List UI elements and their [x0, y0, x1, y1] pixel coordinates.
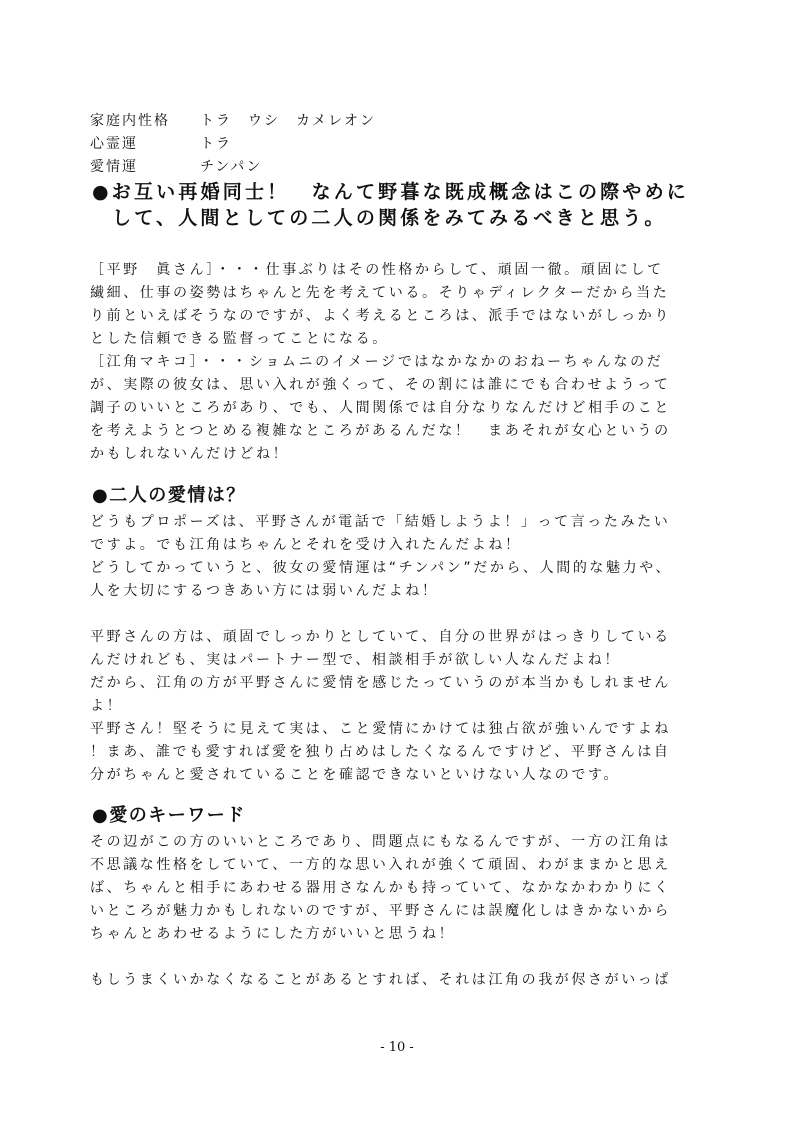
section-heading-love: ●二人の愛情は？ — [92, 485, 246, 506]
paragraph-line: を考えようとつとめる複雑なところがあるんだな！ まあそれが女心というの — [90, 423, 671, 439]
paragraph-line: 繊細、仕事の姿勢はちゃんと先を考えている。そりゃディレクターだから当た — [90, 285, 670, 301]
paragraph-line: り前といえばそうなのですが、よく考えるところは、派手ではないがしっかり — [90, 308, 671, 324]
paragraph-line: ［江角マキコ］・・・ショムニのイメージではなかなかのおねーちゃんなのだ — [90, 354, 664, 370]
section-heading-keyword: ●愛のキーワード — [92, 805, 246, 826]
paragraph-line: よ！ — [90, 698, 124, 714]
paragraph-line: 人を大切にするつきあい方には弱いんだよね！ — [90, 583, 439, 599]
paragraph-line: んだけれども、実はパートナー型で、相談相手が欲しい人なんだよね！ — [90, 652, 621, 668]
paragraph-line: 分がちゃんと愛されていることを確認できないといけない人なのです。 — [90, 767, 621, 783]
attribute-value: トラ — [200, 136, 232, 152]
paragraph-line: どうもプロポーズは、平野さんが電話で「結婚しようよ！」って言ったみたい — [90, 514, 671, 530]
page-number: - 10 - — [380, 1040, 414, 1055]
paragraph-line: もしうまくいかなくなることがあるとすれば、それは江角の我が侭さがいっぱ — [90, 972, 671, 988]
paragraph-line: とした信頼できる監督ってことになる。 — [90, 331, 389, 347]
paragraph-line: かもしれないんだけどね！ — [90, 446, 290, 462]
attribute-label: 心霊運 — [90, 136, 138, 152]
paragraph-line: ですよ。でも江角はちゃんとそれを受け入れたんだよね！ — [90, 537, 522, 553]
attribute-row-love — [90, 158, 262, 176]
paragraph-line: だから、江角の方が平野さんに愛情を感じたっていうのが本当かもしれません — [90, 675, 671, 691]
paragraph-line: 平野さん！堅そうに見えて実は、こと愛情にかけては独占欲が強いんですよね — [90, 721, 671, 737]
paragraph-line: どうしてかっていうと、彼女の愛情運は“チンパン”だから、人間的な魅力や、 — [90, 560, 673, 576]
headline-line-2: して、人間としての二人の関係をみてみるべきと思う。 — [112, 207, 667, 229]
headline-line-1: ●お互い再婚同士！ なんて野暮な既成概念はこの際やめに — [92, 181, 689, 203]
paragraph-line: 不思議な性格をしていて、一方的な思い入れが強くて頑固、わがままかと思え — [90, 857, 671, 873]
paragraph-line: いところが魅力かもしれないのですが、平野さんには誤魔化しはきかないから — [90, 903, 671, 919]
attribute-row-spirit — [90, 135, 232, 153]
paragraph-line: 平野さんの方は、頑固でしっかりとしていて、自分の世界がはっきりしている — [90, 629, 671, 645]
paragraph-line: ば、ちゃんと相手にあわせる器用さなんかも持っていて、なかなかわかりにく — [90, 880, 671, 896]
paragraph-line: その辺がこの方のいいところであり、問題点にもなるんですが、一方の江角は — [90, 834, 671, 850]
paragraph-line: ！まあ、誰でも愛すれば愛を独り占めはしたくなるんですけど、平野さんは自 — [90, 744, 671, 760]
attribute-row-household — [90, 112, 376, 130]
attribute-value: チンパン — [200, 159, 263, 175]
attribute-label: 愛情運 — [90, 159, 138, 175]
paragraph-line: が、実際の彼女は、思い入れが強くって、その割には誰にでも合わせようって — [90, 377, 671, 393]
attribute-value: トラ ウシ カメレオン — [200, 113, 376, 129]
paragraph-line: ［平野 眞さん］・・・仕事ぶりはその性格からして、頑固一徹。頑固にして — [90, 262, 664, 278]
paragraph-line: ちゃんとあわせるようにした方がいいと思うね！ — [90, 926, 456, 942]
attribute-label: 家庭内性格 — [90, 113, 170, 129]
paragraph-line: 調子のいいところがあり、でも、人間関係では自分なりなんだけど相手のこと — [90, 400, 671, 416]
